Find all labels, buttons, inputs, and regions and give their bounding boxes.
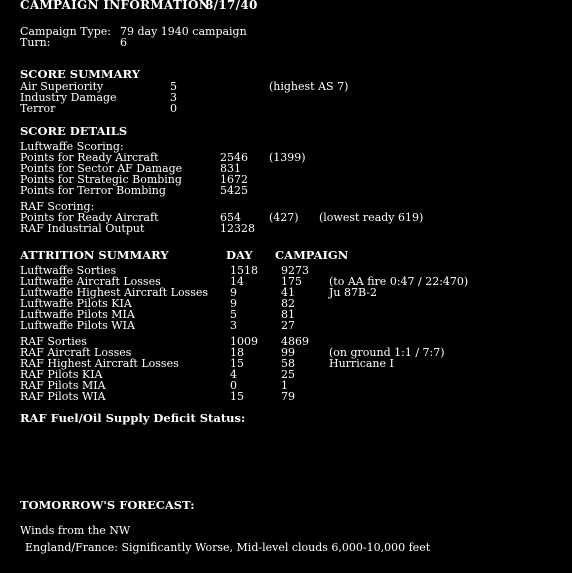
- attrition-label: Luftwaffe Pilots WIA: [20, 319, 135, 332]
- attrition-day: 15: [230, 390, 244, 403]
- attrition-campaign: 25: [281, 368, 295, 381]
- score-summary-label: Air Superiority: [20, 80, 104, 93]
- attrition-campaign: 1: [281, 379, 288, 392]
- attrition-note: Hurricane I: [329, 357, 394, 370]
- attrition-day: 5: [230, 308, 237, 321]
- attrition-label: RAF Pilots KIA: [20, 368, 103, 381]
- attrition-day: 15: [230, 357, 244, 370]
- scoring-label: Points for Terror Bombing: [20, 184, 166, 197]
- campaign-date: 8/17/40: [205, 0, 258, 12]
- raf-scoring-heading: RAF Scoring:: [20, 200, 95, 213]
- attrition-day: 3: [230, 319, 237, 332]
- attrition-col-day: DAY: [226, 248, 253, 262]
- attrition-campaign: 4869: [281, 335, 309, 348]
- campaign-type-label: Campaign Type:: [20, 25, 111, 38]
- forecast-winds: Winds from the NW: [20, 524, 131, 537]
- attrition-day: 1518: [230, 264, 258, 277]
- attrition-campaign: 81: [281, 308, 295, 321]
- attrition-label: Luftwaffe Pilots KIA: [20, 297, 132, 310]
- scoring-note: (1399): [269, 151, 306, 164]
- attrition-day: 18: [230, 346, 244, 359]
- attrition-label: RAF Highest Aircraft Losses: [20, 357, 179, 370]
- scoring-value: 12328: [220, 222, 255, 235]
- attrition-campaign: 175: [281, 275, 302, 288]
- attrition-heading: ATTRITION SUMMARY: [20, 248, 169, 262]
- scoring-label: Points for Strategic Bombing: [20, 173, 182, 186]
- attrition-campaign: 27: [281, 319, 295, 332]
- scoring-label: RAF Industrial Output: [20, 222, 145, 235]
- scoring-value: 1672: [220, 173, 248, 186]
- scoring-value: 654: [220, 211, 241, 224]
- forecast-heading: TOMORROW'S FORECAST:: [20, 498, 195, 512]
- score-summary-value: 5: [170, 80, 177, 93]
- attrition-note: (to AA fire 0:47 / 22:470): [329, 275, 469, 288]
- attrition-campaign: 79: [281, 390, 295, 403]
- scoring-value: 831: [220, 162, 241, 175]
- luftwaffe-scoring-heading: Luftwaffe Scoring:: [20, 140, 124, 153]
- turn-label: Turn:: [20, 36, 51, 49]
- attrition-campaign: 82: [281, 297, 295, 310]
- turn-value: 6: [120, 36, 127, 49]
- scoring-label: Points for Sector AF Damage: [20, 162, 183, 175]
- attrition-campaign: 99: [281, 346, 295, 359]
- attrition-day: 1009: [230, 335, 258, 348]
- attrition-note: Ju 87B-2: [329, 286, 377, 299]
- scoring-value: 2546: [220, 151, 248, 164]
- attrition-label: Luftwaffe Sorties: [20, 264, 117, 277]
- attrition-label: Luftwaffe Highest Aircraft Losses: [20, 286, 209, 299]
- attrition-day: 9: [230, 286, 237, 299]
- attrition-day: 9: [230, 297, 237, 310]
- attrition-label: RAF Sorties: [20, 335, 87, 348]
- attrition-note: (on ground 1:1 / 7:7): [329, 346, 445, 359]
- attrition-day: 4: [230, 368, 237, 381]
- scoring-value: 5425: [220, 184, 248, 197]
- attrition-label: RAF Pilots WIA: [20, 390, 106, 403]
- page-title: CAMPAIGN INFORMATION: [20, 0, 211, 12]
- scoring-label: Points for Ready Aircraft: [20, 211, 159, 224]
- attrition-label: RAF Aircraft Losses: [20, 346, 132, 359]
- fuel-deficit-heading: RAF Fuel/Oil Supply Deficit Status:: [20, 411, 246, 425]
- attrition-label: Luftwaffe Aircraft Losses: [20, 275, 161, 288]
- score-summary-note: (highest AS 7): [269, 80, 349, 93]
- attrition-campaign: 41: [281, 286, 295, 299]
- score-summary-heading: SCORE SUMMARY: [20, 67, 140, 81]
- scoring-label: Points for Ready Aircraft: [20, 151, 159, 164]
- attrition-day: 0: [230, 379, 237, 392]
- campaign-type-value: 79 day 1940 campaign: [120, 25, 247, 38]
- score-details-heading: SCORE DETAILS: [20, 124, 128, 138]
- attrition-campaign: 9273: [281, 264, 309, 277]
- score-summary-label: Terror: [20, 102, 56, 115]
- attrition-label: RAF Pilots MIA: [20, 379, 106, 392]
- score-summary-value: 3: [170, 91, 177, 104]
- forecast-detail: England/France: Significantly Worse, Mid-level clouds 6,000-10,000 feet: [25, 541, 431, 554]
- score-summary-label: Industry Damage: [20, 91, 117, 104]
- score-summary-value: 0: [170, 102, 177, 115]
- scoring-note: (427): [269, 211, 299, 224]
- scoring-note-secondary: (lowest ready 619): [319, 211, 424, 224]
- attrition-label: Luftwaffe Pilots MIA: [20, 308, 135, 321]
- attrition-campaign: 58: [281, 357, 295, 370]
- attrition-day: 14: [230, 275, 244, 288]
- attrition-col-campaign: CAMPAIGN: [275, 248, 349, 262]
